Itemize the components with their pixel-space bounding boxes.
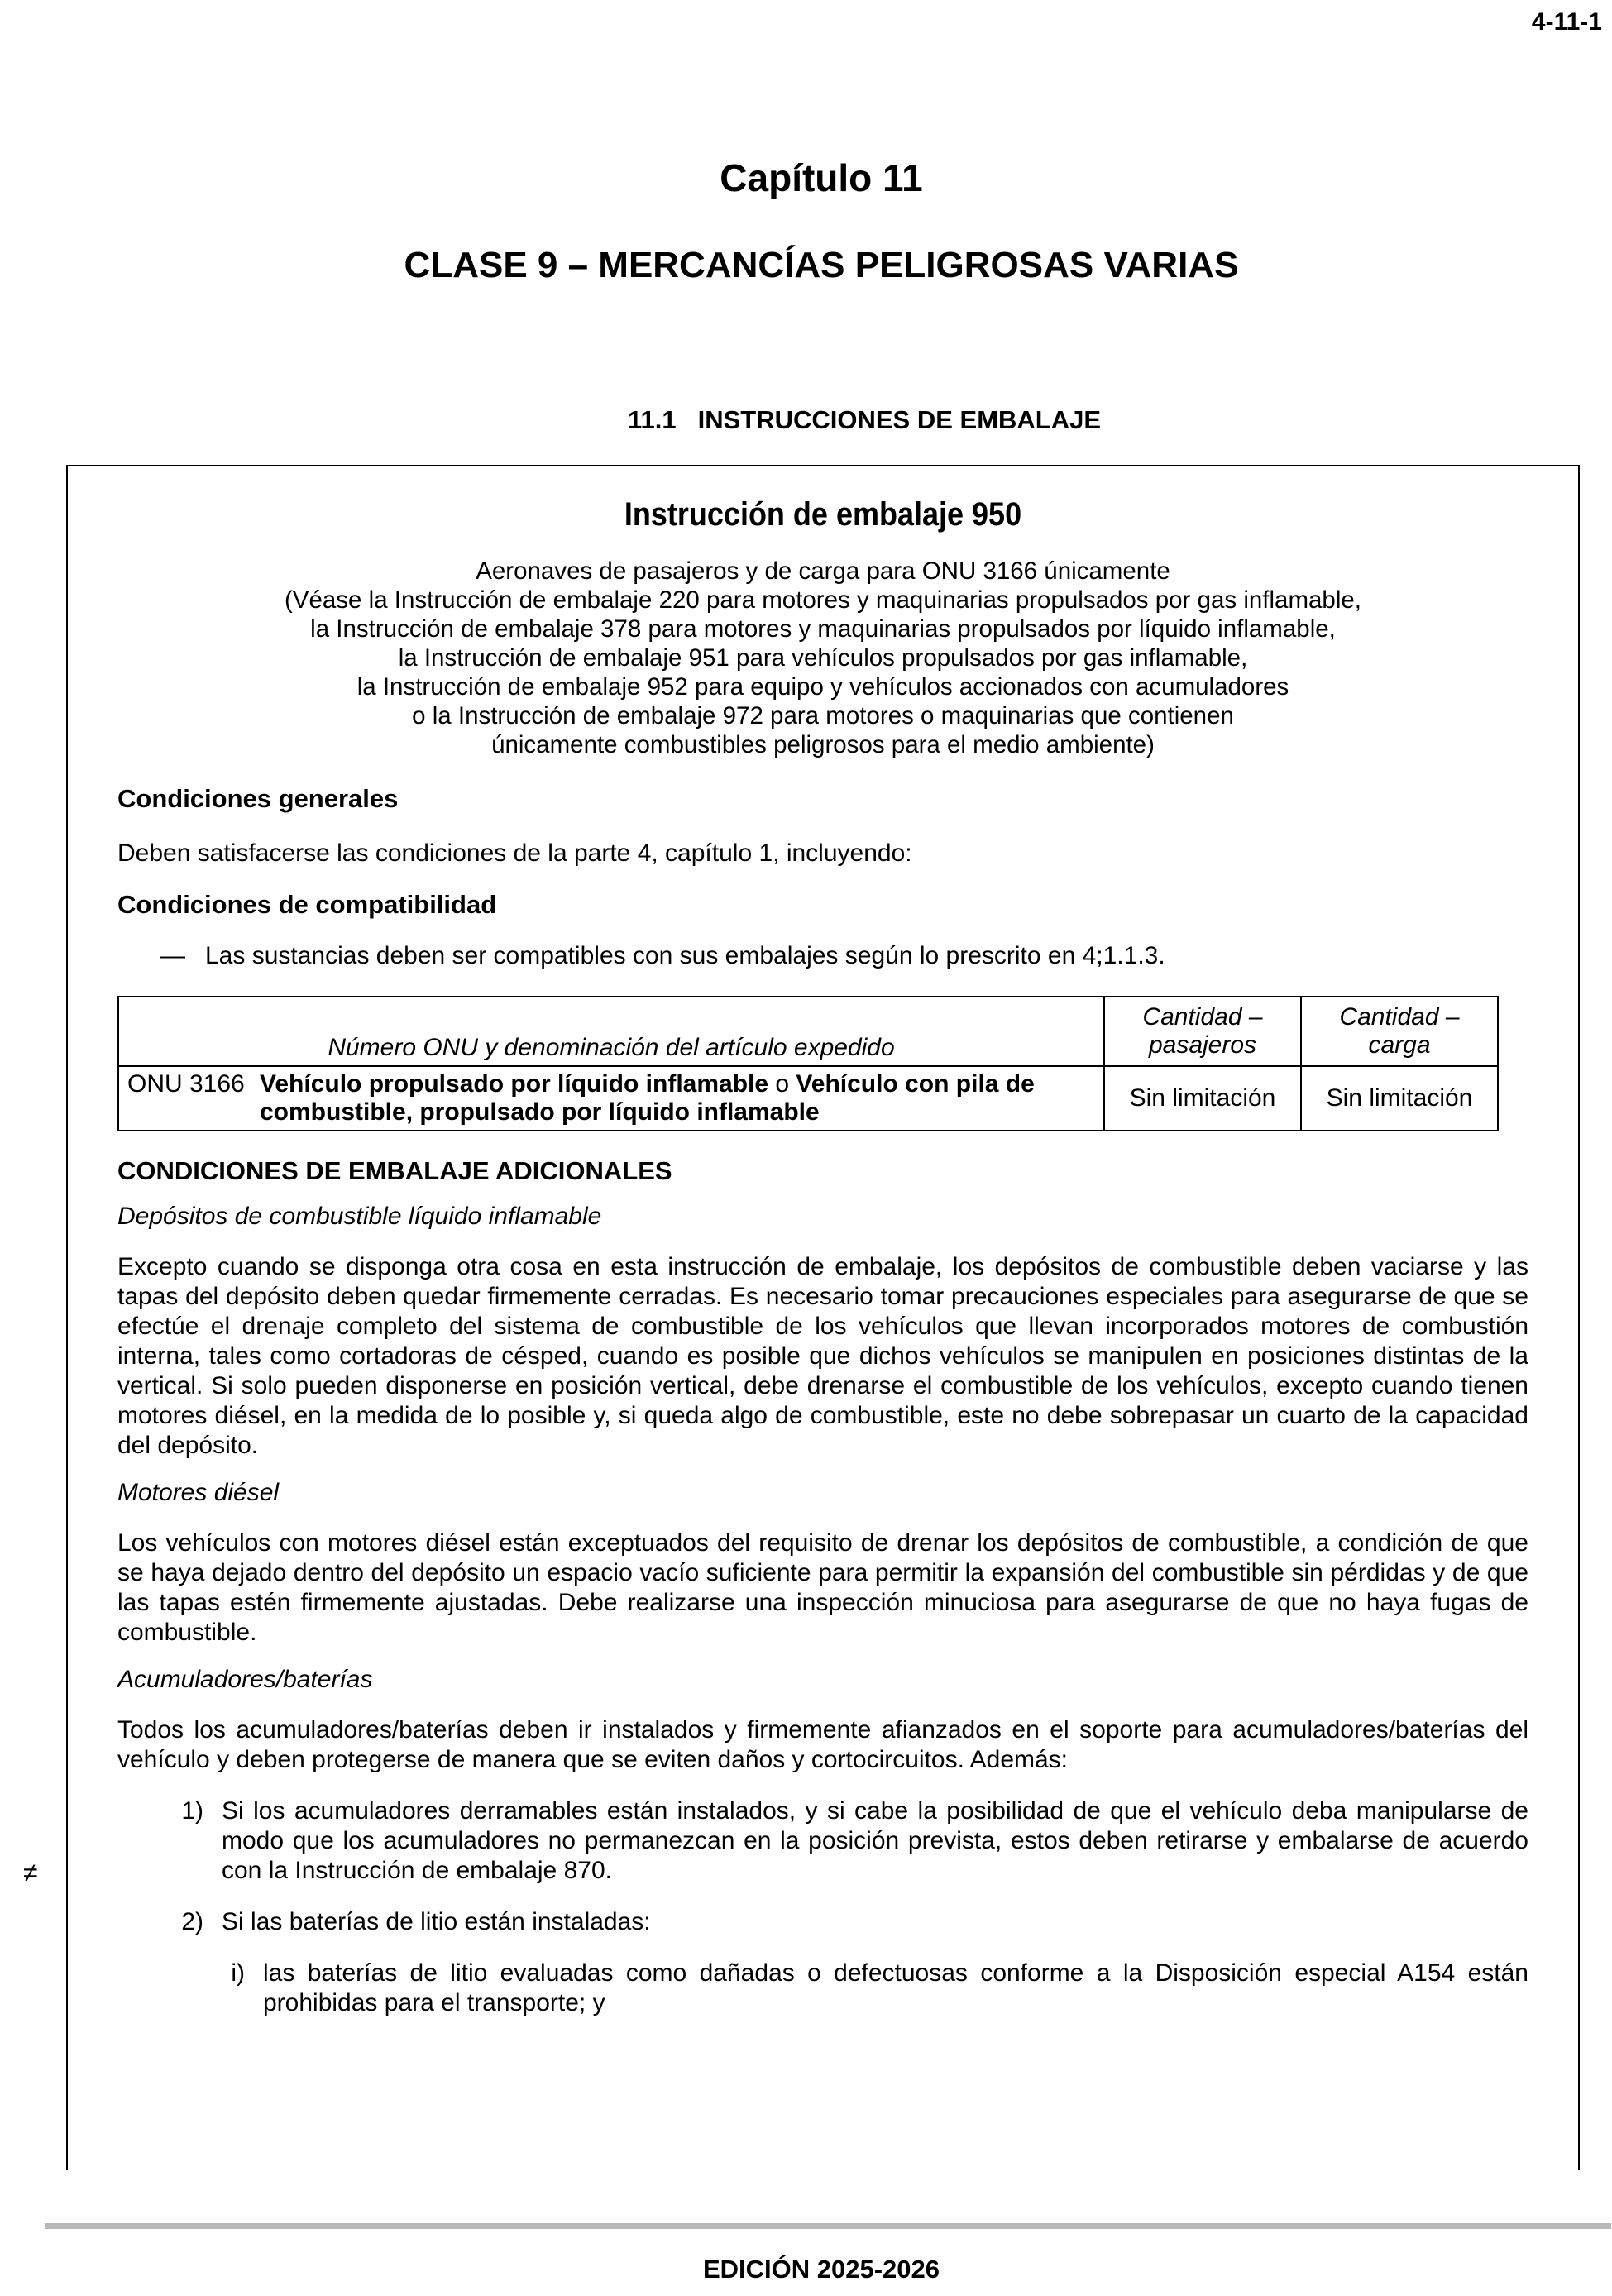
list-item-number: 2): [181, 1908, 203, 1935]
scope-line: únicamente combustibles peligrosos para el medio ambiente): [491, 731, 1155, 758]
edition-footer: EDICIÓN 2025-2026: [702, 2255, 940, 2284]
shipping-name-connector: o: [768, 1070, 796, 1098]
table-row: [118, 1066, 1498, 1131]
sub-list-item: [215, 1959, 1528, 2018]
section-number: 11.1: [627, 405, 677, 434]
scope-line: la Instrucción de embalaje 952 para equipo y vehículos accionados con acumuladores: [356, 673, 1289, 701]
diesel-text: Los vehículos con motores diésel están exceptuados del requisito de drenar los depósitos de combustible, a condición de que se haya dejado dentro del depósito un espacio vacío suficiente para permitir la expansión del combustible sin pérdidas y de que las tapas estén firmemente ajustadas. Debe realizarse una inspección minuciosa para asegurarse de que no haya fugas de combustible.: [117, 1529, 1528, 1646]
un-number: ONU 3166: [118, 1066, 260, 1131]
list-item-number: 1): [181, 1797, 203, 1825]
compatibility-item: [117, 941, 1528, 971]
instruction-scope: [117, 557, 1528, 759]
header-cargo: Cantidad – carga: [1301, 997, 1498, 1066]
compatibility-heading: Condiciones de compatibilidad: [117, 890, 497, 919]
chapter-title: Capítulo 11: [720, 156, 923, 199]
cargo-quantity: Sin limitación: [1301, 1066, 1498, 1131]
header-description: Número ONU y denominación del artículo expedido: [118, 997, 1104, 1066]
page-number: 4-11-1: [1531, 8, 1602, 36]
packing-instruction-frame: [66, 465, 1580, 2170]
list-item: [117, 1796, 1528, 1886]
batteries-heading: Acumuladores/baterías: [117, 1666, 373, 1693]
sub-list-item-text: las baterías de litio evaluadas como dañadas o defectuosas conforme a la Disposición especial A154 están prohibidas para el transporte; y: [263, 1959, 1528, 2016]
compatibility-text: Las sustancias deben ser compatibles con sus embalajes según lo prescrito en 4;1.1.3.: [205, 942, 1165, 969]
scope-line: Aeronaves de pasajeros y de carga para ONU 3166 únicamente: [476, 557, 1170, 585]
section-title: INSTRUCCIONES DE EMBALAJE: [697, 405, 1102, 434]
header-passenger: Cantidad – pasajeros: [1104, 997, 1301, 1066]
sub-list-item-number: i): [231, 1959, 245, 1987]
dash-marker: —: [160, 942, 185, 969]
instruction-title: Instrucción de embalaje 950: [624, 496, 1022, 533]
shipping-name-part2: Vehículo con pila de combustible, propulsado por líquido inflamable: [260, 1070, 1035, 1126]
additional-conditions-heading: CONDICIONES DE EMBALAJE ADICIONALES: [117, 1156, 672, 1185]
scope-line: o la Instrucción de embalaje 972 para motores o maquinarias que contienen: [412, 702, 1234, 729]
chapter-subtitle: CLASE 9 – MERCANCÍAS PELIGROSAS VARIAS: [404, 245, 1239, 285]
general-conditions-text: Deben satisfacerse las condiciones de la parte 4, capítulo 1, incluyendo:: [117, 839, 912, 867]
table-header-row: [118, 997, 1498, 1066]
scope-line: la Instrucción de embalaje 378 para motores y maquinarias propulsados por líquido inflamable,: [310, 615, 1336, 643]
footer-rule: [45, 2223, 1611, 2229]
diesel-heading: Motores diésel: [117, 1479, 280, 1506]
packing-instruction-body: [117, 466, 1528, 2018]
list-item: [117, 1907, 1528, 1937]
fuel-tanks-heading: Depósitos de combustible líquido inflamable: [117, 1203, 602, 1230]
quantity-table: [117, 996, 1499, 1131]
section-heading: [0, 405, 1612, 435]
passenger-quantity: Sin limitación: [1104, 1066, 1301, 1131]
shipping-name: [260, 1066, 1104, 1131]
change-mark: ≠: [23, 1858, 38, 1887]
list-item-text: Si los acumuladores derramables están instalados, y si cabe la posibilidad de que el vehículo deba manipularse de modo que los acumuladores no permanezcan en la posición prevista, estos deben retirarse y embalarse de acuerdo con la Instrucción de embalaje 870.: [222, 1797, 1528, 1884]
scope-line: (Véase la Instrucción de embalaje 220 para motores y maquinarias propulsados por gas inflamable,: [284, 586, 1361, 614]
list-item-text: Si las baterías de litio están instaladas:: [222, 1908, 651, 1935]
batteries-text: Todos los acumuladores/baterías deben ir instalados y firmemente afianzados en el soporte para acumuladores/baterías del vehículo y deben protegerse de manera que se eviten daños y cortocircuitos. Además:: [117, 1716, 1528, 1773]
shipping-name-part1: Vehículo propulsado por líquido inflamable: [260, 1070, 769, 1098]
scope-line: la Instrucción de embalaje 951 para vehículos propulsados por gas inflamable,: [398, 644, 1248, 672]
general-conditions-heading: Condiciones generales: [117, 784, 399, 813]
fuel-tanks-text: Excepto cuando se disponga otra cosa en esta instrucción de embalaje, los depósitos de combustible deben vaciarse y las tapas del depósito deben quedar firmemente cerradas. Es necesario tomar precauciones especiales para asegurarse de que se efectúe el drenaje completo del sistema de combustible de los vehículos que llevan incorporados motores de combustión interna, tales como cortadoras de césped, cuando es posible que dichos vehículos se manipulen en posiciones distintas de la vertical. Si solo pueden disponerse en posición vertical, debe drenarse el combustible de los vehículos, excepto cuando tienen motores diésel, en la medida de lo posible y, si queda algo de combustible, este no debe sobrepasar un cuarto de la capacidad del depósito.: [117, 1253, 1528, 1459]
